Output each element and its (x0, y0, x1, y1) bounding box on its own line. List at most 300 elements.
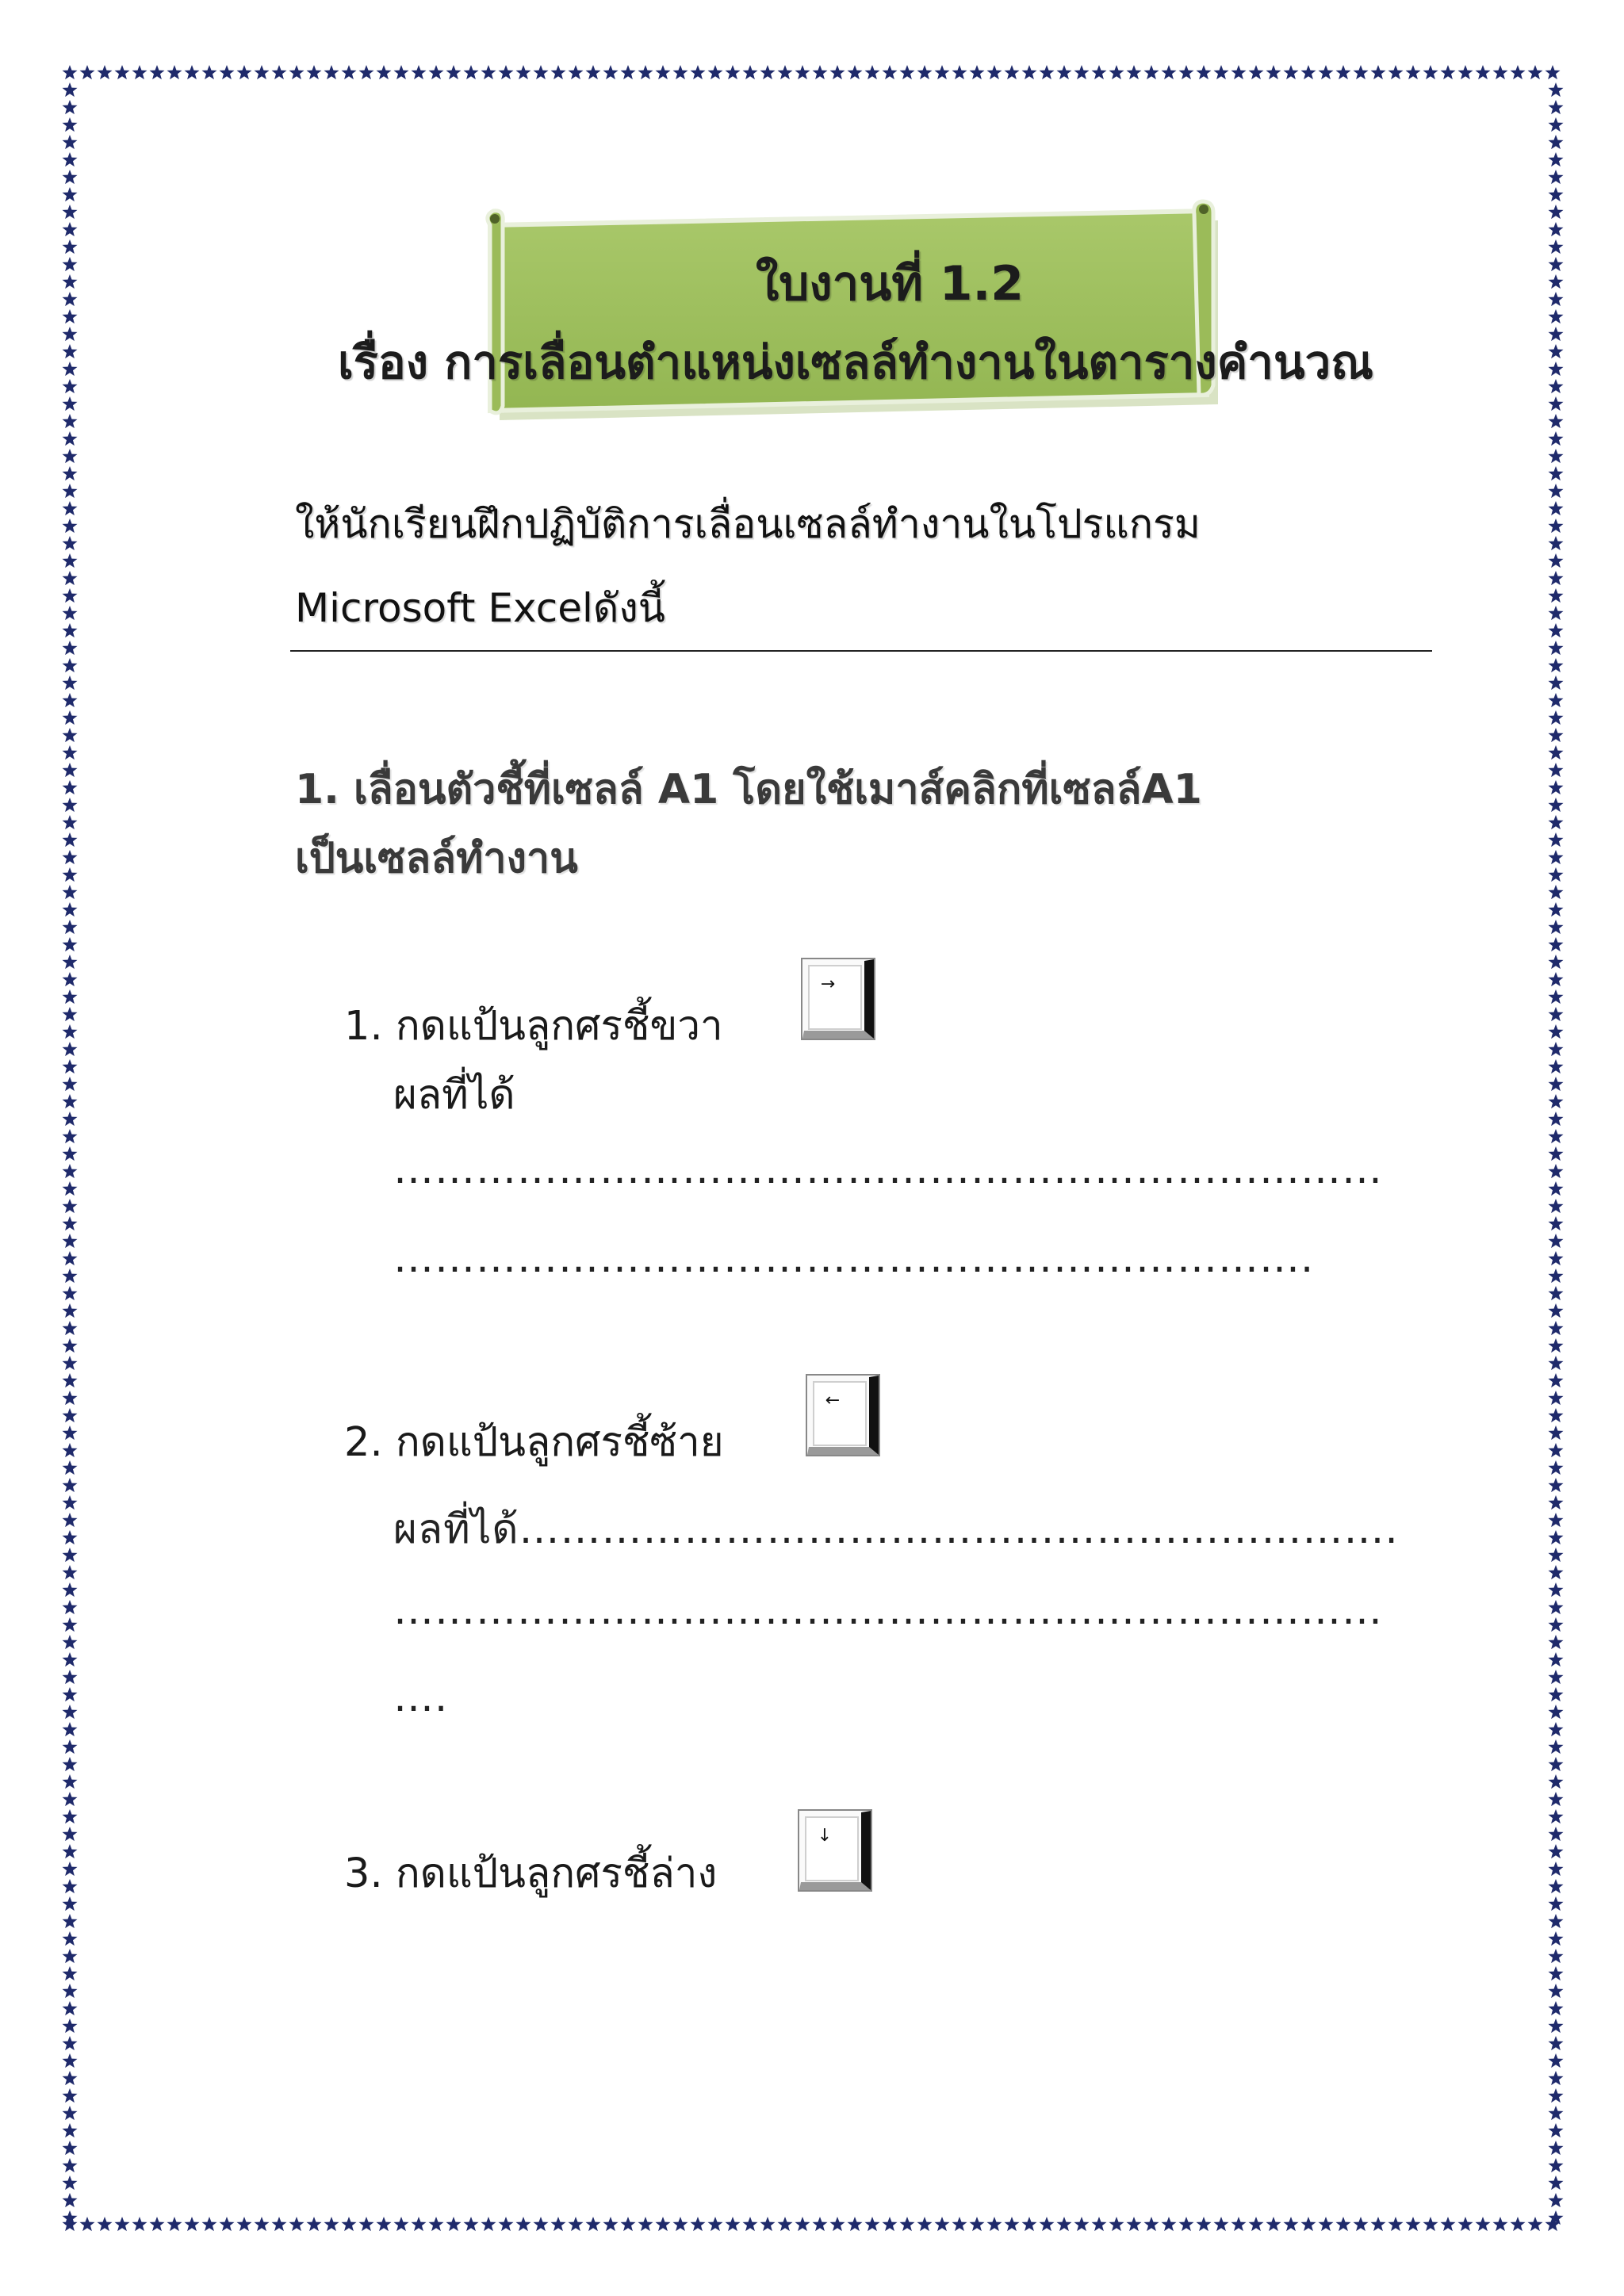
border-star (237, 2217, 252, 2231)
border-star (1549, 1356, 1564, 1370)
border-star (307, 65, 322, 79)
border-star (481, 65, 496, 79)
border-star (865, 65, 880, 79)
border-star (63, 1129, 78, 1143)
border-star (1197, 65, 1212, 79)
border-star (63, 484, 78, 498)
border-star (185, 2217, 200, 2231)
border-star (1266, 2217, 1281, 2231)
border-star (935, 2217, 950, 2231)
border-star (1549, 745, 1564, 760)
border-star (63, 100, 78, 114)
border-star (1549, 1216, 1564, 1230)
border-star (63, 1774, 78, 1789)
border-star (1549, 466, 1564, 480)
border-star (1423, 65, 1438, 79)
border-star (63, 1478, 78, 1492)
border-star (377, 2217, 392, 2231)
border-star (63, 1879, 78, 1893)
border-star (63, 2053, 78, 2068)
border-star (63, 501, 78, 515)
border-star (63, 292, 78, 306)
border-star (63, 1373, 78, 1387)
border-star (63, 1181, 78, 1196)
border-star (63, 1652, 78, 1667)
border-star (63, 745, 78, 760)
border-star (63, 2158, 78, 2172)
border-star (63, 1966, 78, 1980)
border-star (1549, 1478, 1564, 1492)
border-star (1549, 1495, 1564, 1510)
border-star (1549, 1670, 1564, 1684)
border-star (324, 2217, 339, 2231)
border-star (63, 832, 78, 847)
border-star (167, 65, 182, 79)
border-star (1549, 2158, 1564, 2172)
arrow-left-key-icon (806, 1374, 880, 1456)
border-star (1549, 2071, 1564, 2085)
border-star (1549, 989, 1564, 1004)
border-star (394, 2217, 409, 2231)
border-star (63, 955, 78, 969)
border-star (1549, 1321, 1564, 1335)
border-star (1549, 1548, 1564, 1562)
border-star (656, 65, 671, 79)
worksheet-title: ใบงานที่ 1.2 (755, 256, 1025, 312)
border-star (516, 65, 531, 79)
border-star (726, 2217, 741, 2231)
border-star (63, 1984, 78, 1998)
border-star (1549, 693, 1564, 707)
border-star (63, 1687, 78, 1701)
border-star (1549, 606, 1564, 620)
border-star (1549, 1792, 1564, 1806)
border-star (377, 65, 392, 79)
border-star (1549, 955, 1564, 969)
item-2-label: 2. กดแป้นลูกศรชี้ซ้าย (344, 1419, 724, 1466)
border-star (1549, 588, 1564, 603)
border-star (1441, 65, 1456, 79)
border-star (1549, 1966, 1564, 1980)
border-star (63, 675, 78, 690)
border-star (1545, 2217, 1561, 2231)
border-star (63, 588, 78, 603)
border-star (63, 606, 78, 620)
border-star (63, 972, 78, 986)
border-star (1549, 1600, 1564, 1614)
border-star (1371, 2217, 1386, 2231)
border-star (63, 1809, 78, 1823)
item-3-label: 3. กดแป้นลูกศรชี้ล่าง (344, 1850, 718, 1897)
border-star (63, 1024, 78, 1039)
border-star (569, 2217, 584, 2231)
border-star (1549, 1844, 1564, 1858)
border-star (63, 989, 78, 1004)
border-star (63, 1199, 78, 1213)
border-star (1549, 2210, 1564, 2225)
border-star (1231, 65, 1247, 79)
border-star (1549, 710, 1564, 725)
border-star (1549, 1112, 1564, 1126)
border-star (1549, 2001, 1564, 2015)
border-star (63, 1077, 78, 1091)
border-star (1284, 65, 1299, 79)
border-star (516, 2217, 531, 2231)
border-star (1005, 2217, 1020, 2231)
border-star (900, 2217, 915, 2231)
border-star (1441, 2217, 1456, 2231)
border-star (1476, 65, 1491, 79)
border-star (1549, 937, 1564, 951)
item-1-answer-line-2: …………………………………………………………. (393, 1235, 1315, 1282)
border-star (1301, 2217, 1316, 2231)
border-star (63, 117, 78, 132)
border-star (760, 65, 776, 79)
border-star (63, 920, 78, 934)
border-star (1549, 1425, 1564, 1440)
border-star (394, 65, 409, 79)
border-star (1545, 65, 1561, 79)
border-star (1005, 65, 1020, 79)
border-star (63, 1896, 78, 1911)
border-star (1528, 2217, 1543, 2231)
border-star (63, 658, 78, 672)
border-star (813, 65, 828, 79)
border-star (1458, 2217, 1473, 2231)
border-star (935, 65, 950, 79)
border-star (63, 623, 78, 637)
border-star (691, 2217, 706, 2231)
border-star (272, 65, 287, 79)
border-star (1549, 205, 1564, 219)
border-star (63, 728, 78, 742)
border-star (342, 65, 357, 79)
border-star (1549, 763, 1564, 777)
border-star (63, 1931, 78, 1946)
border-star (1549, 972, 1564, 986)
border-star (586, 2217, 601, 2231)
border-star (1458, 65, 1473, 79)
border-star (1549, 1234, 1564, 1248)
border-star (63, 1670, 78, 1684)
border-star (1549, 1269, 1564, 1283)
border-star (1266, 65, 1281, 79)
border-star (708, 2217, 723, 2231)
border-star (743, 2217, 758, 2231)
border-star (63, 1303, 78, 1318)
border-star (63, 798, 78, 812)
border-star (1549, 1408, 1564, 1422)
border-star (1549, 152, 1564, 166)
border-star (1549, 1652, 1564, 1667)
border-star (603, 2217, 619, 2231)
border-star (1162, 65, 1177, 79)
border-star (63, 1705, 78, 1719)
border-star (830, 2217, 845, 2231)
border-star (1549, 1722, 1564, 1736)
border-star (795, 65, 810, 79)
border-star (1549, 1582, 1564, 1597)
border-star (1549, 728, 1564, 742)
border-star (499, 65, 514, 79)
border-star (1549, 1949, 1564, 1963)
border-star (220, 2217, 235, 2231)
border-star (1549, 1391, 1564, 1405)
border-star (63, 1094, 78, 1108)
border-star (848, 65, 863, 79)
border-star (63, 170, 78, 184)
border-star (1549, 2088, 1564, 2103)
border-star (1549, 1007, 1564, 1021)
border-star (98, 2217, 113, 2231)
border-star (63, 187, 78, 201)
border-star (1549, 1181, 1564, 1196)
border-star (63, 1565, 78, 1579)
border-star (481, 2217, 496, 2231)
border-star (446, 2217, 462, 2231)
border-star (1179, 65, 1194, 79)
border-star (1549, 1286, 1564, 1300)
border-star (1549, 519, 1564, 533)
border-star (63, 1042, 78, 1056)
border-star (1074, 2217, 1090, 2231)
border-star (638, 65, 653, 79)
border-star (1549, 1303, 1564, 1318)
border-star (1040, 65, 1055, 79)
border-star (883, 65, 898, 79)
arrow-right-key-icon (801, 958, 875, 1040)
border-star (987, 2217, 1002, 2231)
border-star (63, 1164, 78, 1178)
border-star (63, 152, 78, 166)
border-star (63, 222, 78, 236)
border-star (778, 2217, 793, 2231)
border-star (63, 431, 78, 446)
border-star (202, 2217, 217, 2231)
border-star (551, 2217, 566, 2231)
border-star (63, 1251, 78, 1265)
border-star (1109, 2217, 1124, 2231)
border-star (63, 2210, 78, 2225)
main-step-line-2: เป็นเซลล์ทำงาน (295, 835, 578, 882)
border-star (1127, 65, 1142, 79)
border-star (63, 2088, 78, 2103)
border-star (1040, 2217, 1055, 2231)
border-star (412, 65, 427, 79)
border-star (1549, 1251, 1564, 1265)
border-star (1109, 65, 1124, 79)
border-star (63, 1495, 78, 1510)
border-star (63, 867, 78, 882)
border-star (63, 274, 78, 289)
item-1-result-label: ผลที่ได้ (393, 1072, 515, 1119)
border-star (1511, 65, 1526, 79)
border-star (63, 885, 78, 899)
border-star (307, 2217, 322, 2231)
border-star (255, 65, 270, 79)
border-star (63, 257, 78, 271)
border-star (63, 2106, 78, 2120)
border-star (813, 2217, 828, 2231)
border-star (1549, 1774, 1564, 1789)
border-star (63, 553, 78, 568)
border-star (63, 1286, 78, 1300)
border-star (115, 65, 130, 79)
border-star (1549, 82, 1564, 97)
border-star (1549, 1896, 1564, 1911)
border-star (1549, 170, 1564, 184)
border-star (63, 710, 78, 725)
border-star (63, 1722, 78, 1736)
border-star (1301, 65, 1316, 79)
border-star (1549, 1129, 1564, 1143)
border-star (464, 2217, 479, 2231)
border-star (167, 2217, 182, 2231)
item-1-answer-line-1: ……………………………………………………………… (393, 1146, 1383, 1193)
border-star (1549, 1373, 1564, 1387)
border-star (63, 2071, 78, 2085)
border-star (63, 850, 78, 864)
border-star (1549, 815, 1564, 829)
border-star (1549, 553, 1564, 568)
border-star (63, 239, 78, 254)
svg-text:←: ← (825, 1391, 841, 1410)
border-star (1022, 65, 1037, 79)
border-star (63, 1234, 78, 1248)
border-star (1549, 2106, 1564, 2120)
border-star (1511, 2217, 1526, 2231)
border-star (63, 571, 78, 585)
border-star (1388, 2217, 1404, 2231)
border-star (1549, 2123, 1564, 2137)
border-star (1284, 2217, 1299, 2231)
border-star (1127, 2217, 1142, 2231)
border-star (1549, 1530, 1564, 1544)
border-star (63, 1530, 78, 1544)
border-star (1549, 1024, 1564, 1039)
border-star (1549, 798, 1564, 812)
border-star (1179, 2217, 1194, 2231)
svg-text:→: → (820, 974, 836, 994)
border-star (1549, 571, 1564, 585)
border-star (63, 780, 78, 794)
border-star (63, 763, 78, 777)
border-star (1549, 2175, 1564, 2190)
border-star (115, 2217, 130, 2231)
border-star (63, 1356, 78, 1370)
border-star (1549, 1862, 1564, 1876)
border-star (1144, 65, 1159, 79)
border-star (150, 2217, 165, 2231)
border-star (865, 2217, 880, 2231)
border-star (1549, 1984, 1564, 1998)
border-star (1249, 2217, 1264, 2231)
border-star (1406, 65, 1421, 79)
border-star (1388, 65, 1404, 79)
border-star (1549, 1443, 1564, 1457)
border-star (534, 2217, 549, 2231)
border-star (63, 2123, 78, 2137)
item-2-answer-line-2: …. (393, 1674, 449, 1721)
main-step-line-1: 1. เลื่อนตัวชี้ที่เซลล์ A1 โดยใช้เมาส์คลิกที่เซลล์A1 (295, 766, 1202, 813)
border-star (1371, 65, 1386, 79)
border-star (63, 1600, 78, 1614)
border-star (1549, 675, 1564, 690)
border-star (1549, 1565, 1564, 1579)
border-star (1549, 1739, 1564, 1754)
border-star (1549, 187, 1564, 201)
divider (290, 650, 1432, 652)
border-star (551, 65, 566, 79)
border-star (1549, 449, 1564, 463)
border-star (272, 2217, 287, 2231)
border-star (80, 65, 95, 79)
border-star (1549, 1914, 1564, 1928)
border-star (63, 536, 78, 550)
border-star (1493, 65, 1508, 79)
border-star (1549, 1059, 1564, 1073)
border-star (63, 82, 78, 97)
border-star (63, 1582, 78, 1597)
border-star (1549, 484, 1564, 498)
border-star (63, 1949, 78, 1963)
border-star (63, 1862, 78, 1876)
border-star (63, 1548, 78, 1562)
instruction-line-2: Microsoft Excelดังนี้ (295, 585, 665, 631)
border-star (132, 65, 147, 79)
border-star (289, 65, 304, 79)
border-star (412, 2217, 427, 2231)
border-star (237, 65, 252, 79)
border-star (1549, 885, 1564, 899)
border-star (673, 2217, 688, 2231)
border-star (1549, 1460, 1564, 1475)
border-star (359, 2217, 374, 2231)
border-star (1549, 1513, 1564, 1527)
border-star (63, 309, 78, 323)
border-star (63, 2036, 78, 2050)
border-star (1549, 658, 1564, 672)
item-1-label: 1. กดแป้นลูกศรชี้ขวา (344, 1003, 723, 1050)
border-star (900, 65, 915, 79)
border-star (1549, 641, 1564, 655)
border-star (1549, 623, 1564, 637)
border-star (778, 65, 793, 79)
border-star (63, 1146, 78, 1161)
border-star (63, 205, 78, 219)
border-star (1549, 222, 1564, 236)
border-star (63, 1408, 78, 1422)
border-star (1319, 65, 1334, 79)
border-star (621, 65, 636, 79)
border-star (638, 2217, 653, 2231)
border-star (621, 2217, 636, 2231)
border-star (63, 1112, 78, 1126)
border-star (63, 1425, 78, 1440)
border-star (1549, 1705, 1564, 1719)
border-star (795, 2217, 810, 2231)
border-star (1549, 1146, 1564, 1161)
border-star (1549, 135, 1564, 149)
border-star (673, 65, 688, 79)
border-star (1549, 1094, 1564, 1108)
border-star (63, 641, 78, 655)
border-star (1092, 2217, 1107, 2231)
border-star (63, 135, 78, 149)
border-star (970, 2217, 985, 2231)
border-star (1549, 2141, 1564, 2155)
border-star (848, 2217, 863, 2231)
